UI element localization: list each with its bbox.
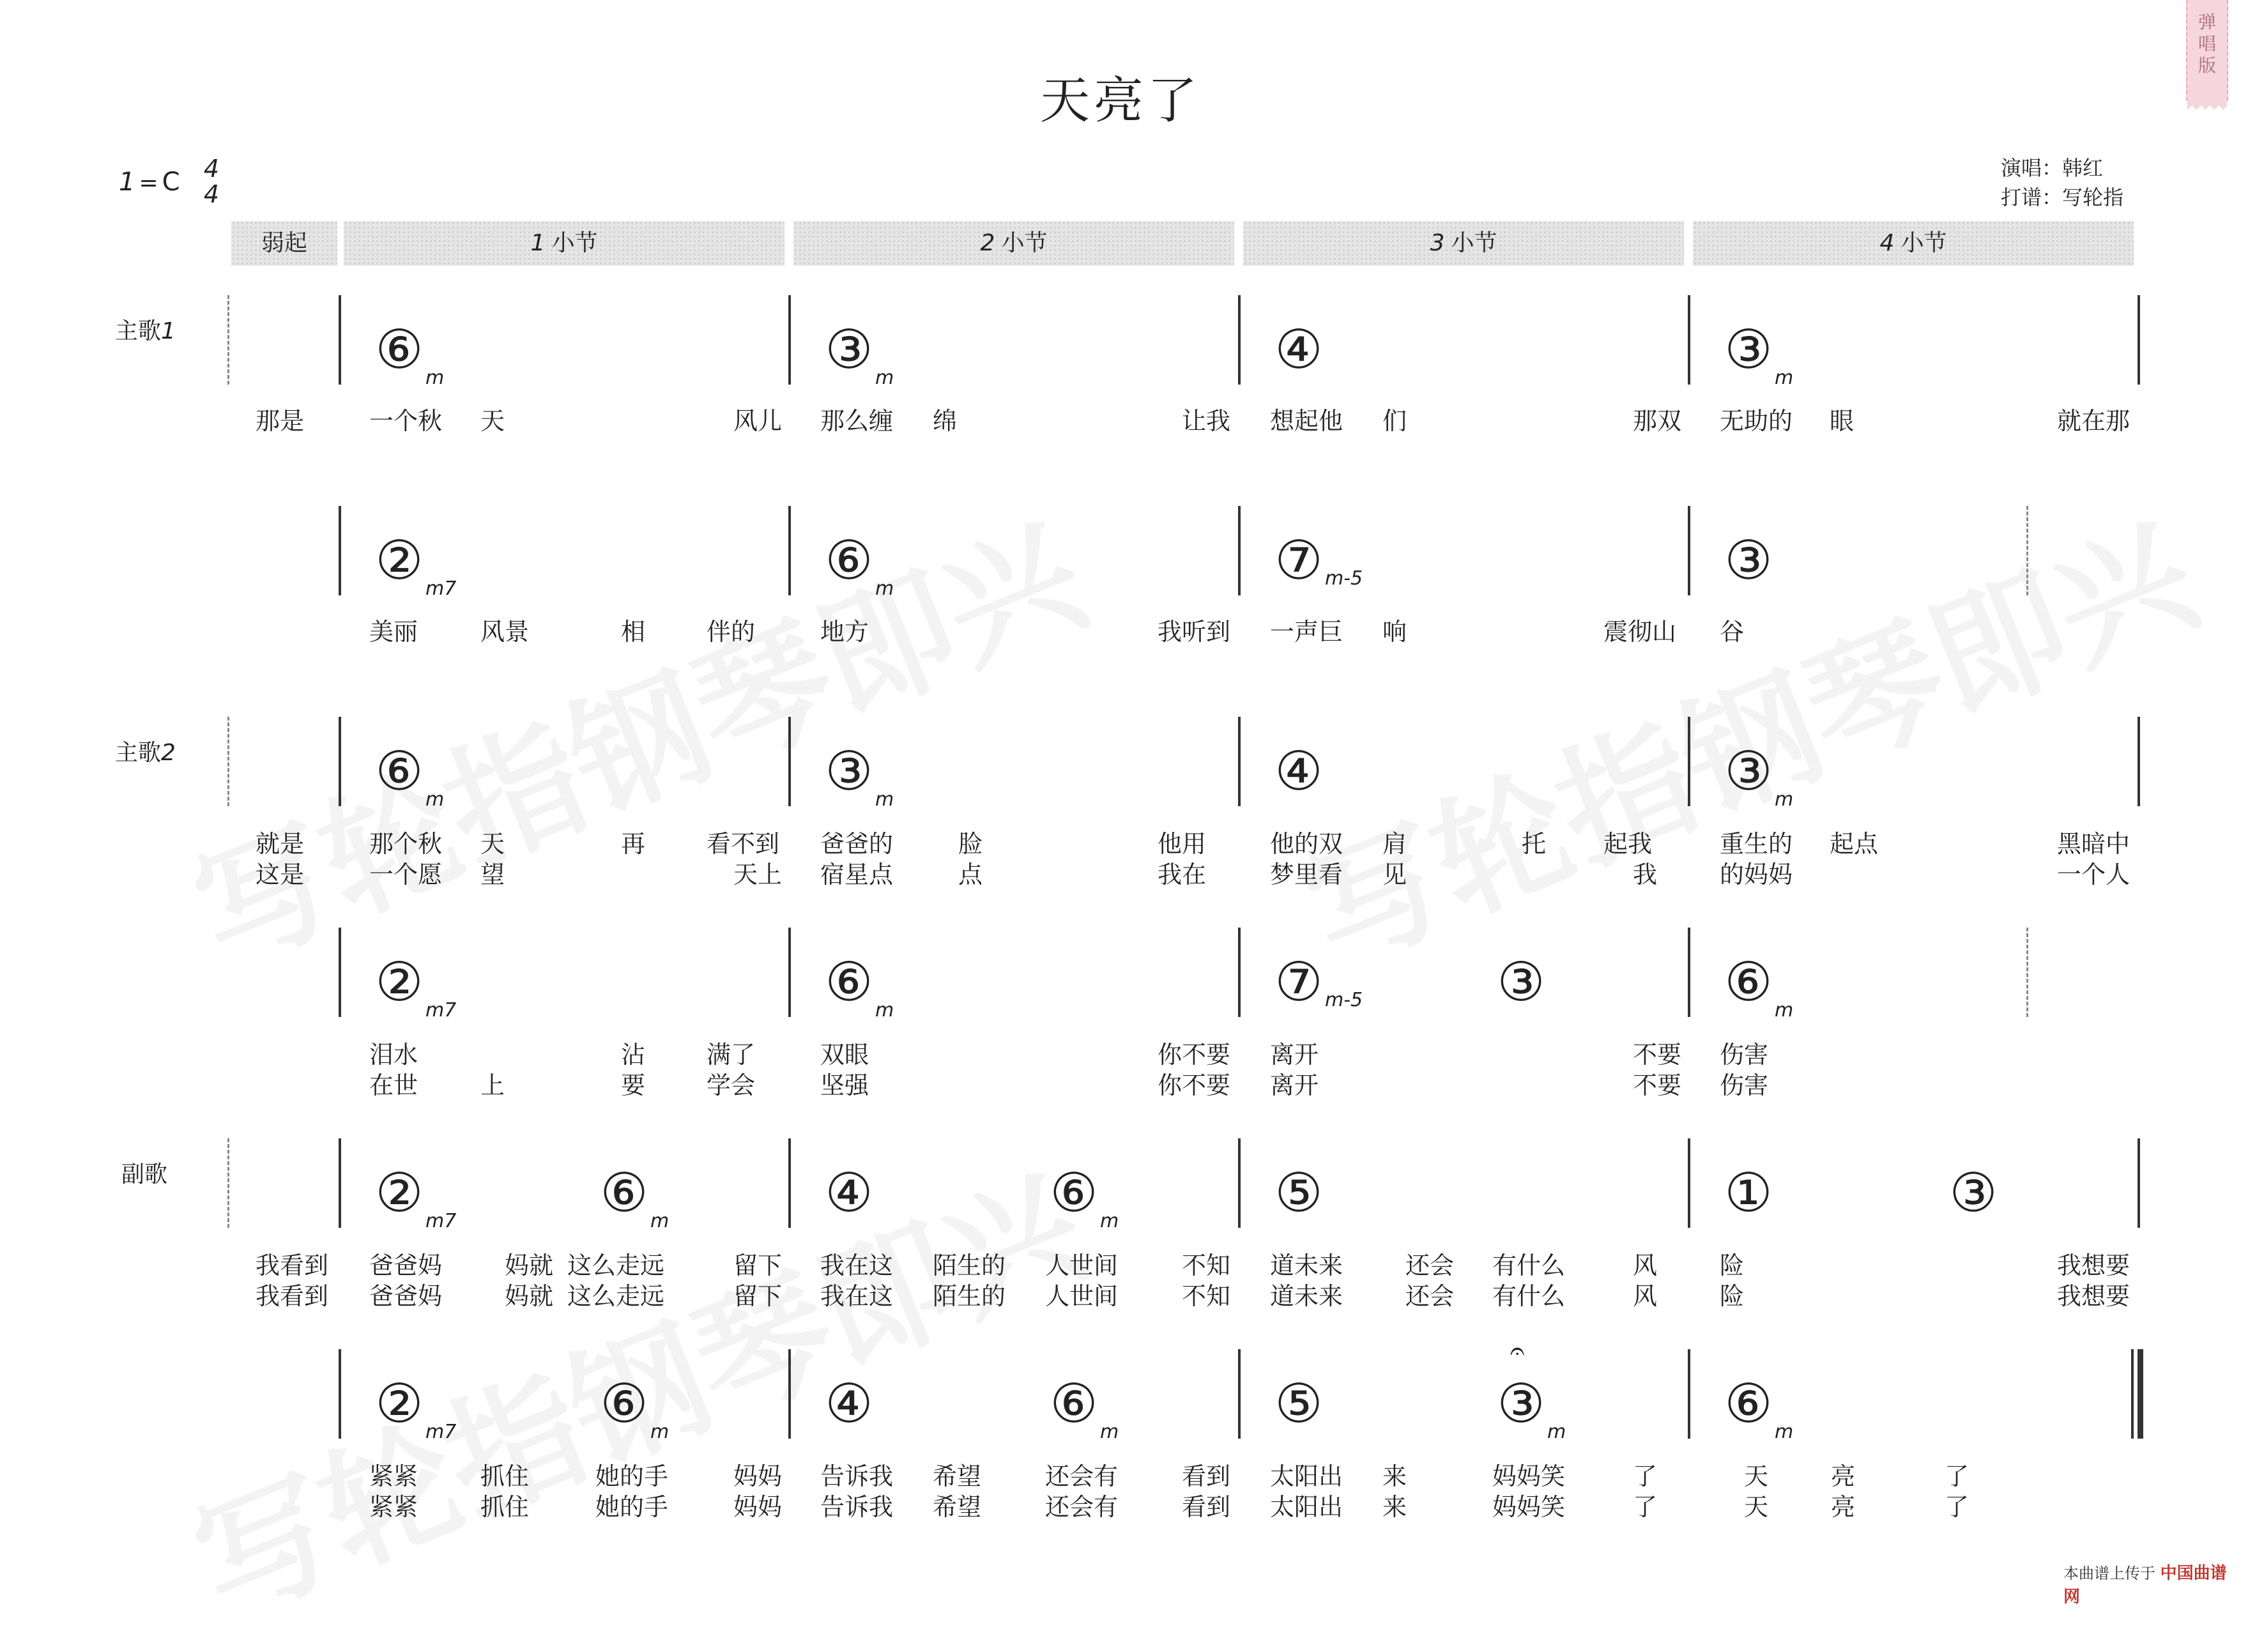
chord-quality: m7: [425, 1210, 457, 1232]
barline: [788, 506, 791, 595]
lyric-text: 起我: [1603, 830, 1653, 858]
chord-quality: m: [1775, 1421, 1794, 1443]
lyric-text: 伴的: [707, 618, 756, 646]
chord-symbol: ⑥: [1050, 1161, 1098, 1224]
pickup-header: 弱起: [231, 221, 337, 266]
lyric-text: 她的手: [595, 1493, 669, 1521]
lyric-text: 留下: [733, 1282, 783, 1310]
measure-number: 1: [530, 230, 546, 256]
lyric-text: 你不要: [1158, 1041, 1231, 1069]
lyric-text: 来: [1382, 1493, 1407, 1521]
pickup-dashed-line: [227, 1138, 229, 1228]
lyric-text: 爸爸的: [820, 830, 894, 858]
chord-quality: m: [1775, 999, 1794, 1021]
chord-symbol: ⑥: [1724, 951, 1773, 1013]
arranger-credit: 打谱：写轮指: [2001, 185, 2124, 210]
lyric-text: 不知: [1182, 1282, 1231, 1310]
lyric-text: 天: [480, 830, 505, 858]
chord-quality: m: [1775, 788, 1794, 811]
badge-char: 版: [2198, 55, 2216, 76]
lyric-text: 那个秋: [369, 830, 443, 858]
barline: [339, 1349, 341, 1439]
chord-quality: m: [875, 788, 894, 811]
chord-symbol: ③: [1497, 951, 1545, 1013]
lyric-text: 不要: [1633, 1041, 1682, 1069]
footer-credit: [2063, 1560, 2241, 1607]
measure-number: 3: [1430, 230, 1445, 256]
lyric-text: 托: [1522, 830, 1547, 858]
lyric-text: 有什么: [1492, 1251, 1566, 1280]
lyric-text: 震彻山: [1603, 618, 1677, 646]
lyric-text: 就在那: [2057, 407, 2130, 435]
lyric-text: 险: [1720, 1251, 1745, 1280]
lyric-text: 看不到: [707, 830, 780, 858]
lyric-text: 人世间: [1045, 1251, 1119, 1280]
lyric-text: 天: [1744, 1462, 1769, 1490]
barline: [339, 717, 341, 806]
chord-quality: m: [1547, 1421, 1566, 1443]
footer-site: 中国曲谱网: [2063, 1564, 2227, 1607]
section-name: 副歌: [121, 1161, 168, 1188]
lyric-text: 肩: [1382, 830, 1407, 858]
lyric-text: 我在这: [820, 1251, 894, 1280]
section-label: [115, 735, 176, 767]
lyric-text: 响: [1382, 618, 1407, 646]
barline: [2138, 1138, 2140, 1228]
lyric-text: 我看到: [256, 1251, 329, 1280]
barline: [788, 928, 791, 1017]
barline: [339, 295, 341, 385]
barline: [339, 928, 341, 1017]
lyric-text: 无助的: [1720, 407, 1793, 435]
lyric-text: 满了: [707, 1041, 756, 1069]
section-label: [121, 1156, 167, 1189]
chord-symbol: ②: [375, 1161, 424, 1224]
lyric-text: 亮: [1831, 1493, 1856, 1521]
chord-symbol: ③: [1949, 1161, 1998, 1224]
lyric-text: 坚强: [820, 1071, 869, 1099]
barline: [1238, 717, 1241, 806]
measure-number: 2: [980, 230, 995, 256]
lyric-text: 还会: [1405, 1282, 1455, 1310]
chord-quality: m: [1100, 1210, 1119, 1232]
credits: [2001, 153, 2123, 212]
lyric-text: 险: [1720, 1282, 1745, 1310]
chord-symbol: ②: [375, 951, 424, 1013]
barline: [339, 1138, 341, 1228]
chord-quality: m: [425, 367, 445, 389]
lyric-text: 看到: [1182, 1493, 1231, 1521]
chord-quality: m-5: [1325, 567, 1363, 590]
final-barline-thin: [2131, 1349, 2134, 1439]
chord-symbol: ④: [1274, 318, 1323, 381]
lyric-text: 要: [621, 1071, 646, 1099]
lyric-text: 妈就: [505, 1282, 554, 1310]
lyric-text: 妈妈: [733, 1462, 783, 1490]
chord-symbol: ⑤: [1274, 1372, 1323, 1435]
barline: [1238, 1138, 1241, 1228]
lyric-text: 不知: [1182, 1251, 1231, 1280]
singer-credit: 演唱：韩红: [2001, 156, 2104, 180]
lyric-text: 沾: [621, 1041, 646, 1069]
pickup-dashed-line: [227, 717, 229, 806]
lyric-text: 太阳出: [1270, 1462, 1343, 1490]
lyric-text: 抓住: [480, 1493, 530, 1521]
measure-header: [793, 221, 1234, 266]
barline: [788, 717, 791, 806]
chord-symbol: ④: [1274, 740, 1323, 802]
lyric-text: 天上: [733, 860, 783, 889]
chord-symbol: ③: [825, 740, 873, 802]
lyric-text: 还会有: [1045, 1462, 1119, 1490]
barline: [2138, 717, 2140, 806]
chord-symbol: ⑦: [1274, 529, 1323, 592]
lyric-text: 这么走远: [567, 1251, 665, 1280]
chord-quality: m: [875, 999, 894, 1021]
lyric-text: 风儿: [733, 407, 783, 435]
lyric-text: 天: [1744, 1493, 1769, 1521]
lyric-text: 学会: [707, 1071, 756, 1099]
key-degree: 1: [119, 167, 135, 197]
lyric-text: 你不要: [1158, 1071, 1231, 1099]
chord-symbol: ⑥: [1050, 1372, 1098, 1435]
lyric-text: 离开: [1270, 1041, 1319, 1069]
lyric-text: 这是: [256, 860, 305, 889]
measure-header: [1243, 221, 1684, 266]
lyric-text: 一个人: [2057, 860, 2130, 889]
lyric-text: 道未来: [1270, 1282, 1343, 1310]
lyric-text: 不要: [1633, 1071, 1682, 1099]
lyric-text: 我: [1633, 860, 1658, 889]
lyric-text: 他的双: [1270, 830, 1343, 858]
chord-symbol: ①: [1724, 1161, 1773, 1224]
measure-header: [1693, 221, 2134, 266]
lyric-text: 妈妈: [733, 1493, 783, 1521]
lyric-text: 点: [958, 860, 983, 889]
lyric-text: 泪水: [369, 1041, 418, 1069]
lyric-text: 了: [1633, 1493, 1658, 1521]
chord-symbol: ⑥: [825, 951, 873, 1013]
lyric-text: 谷: [1720, 618, 1745, 646]
lyric-text: 太阳出: [1270, 1493, 1343, 1521]
lyric-text: 爸爸妈: [369, 1251, 443, 1280]
lyric-text: 我想要: [2057, 1282, 2130, 1310]
barline: [1238, 295, 1241, 385]
lyric-text: 地方: [820, 618, 869, 646]
page-title: 天亮了: [1039, 72, 1201, 130]
lyric-text: 我看到: [256, 1282, 329, 1310]
chord-quality: m7: [425, 577, 457, 600]
lyric-text: 风景: [480, 618, 530, 646]
row-end-dashed-line: [2026, 928, 2028, 1017]
lyric-text: 看到: [1182, 1462, 1231, 1490]
measure-label: 小节: [1001, 230, 1048, 256]
chord-quality: m: [650, 1210, 669, 1232]
lyric-text: 让我: [1182, 407, 1231, 435]
lyric-text: 一个愿: [369, 860, 443, 889]
lyric-text: 双眼: [820, 1041, 869, 1069]
chord-quality: m7: [425, 999, 457, 1021]
lyric-text: 望: [480, 860, 505, 889]
lyric-text: 抓住: [480, 1462, 530, 1490]
badge-char: 唱: [2198, 33, 2216, 54]
lyric-text: 伤害: [1720, 1041, 1769, 1069]
lyric-text: 陌生的: [933, 1282, 1006, 1310]
lyric-text: 我在这: [820, 1282, 894, 1310]
lyric-text: 我听到: [1158, 618, 1231, 646]
final-barline-thick: [2138, 1349, 2143, 1439]
barline: [1238, 506, 1241, 595]
lyric-text: 再: [621, 830, 646, 858]
chord-symbol: ⑥: [600, 1161, 648, 1224]
chord-symbol: ⑤: [1274, 1161, 1323, 1224]
lyric-text: 紧紧: [369, 1493, 418, 1521]
chord-symbol: ⑦: [1274, 951, 1323, 1013]
lyric-text: 她的手: [595, 1462, 669, 1490]
fermata-icon: 𝄐: [1510, 1336, 1525, 1366]
barline: [1688, 506, 1690, 595]
lyric-text: 伤害: [1720, 1071, 1769, 1099]
lyric-text: 天: [480, 407, 505, 435]
lyric-text: 脸: [958, 830, 983, 858]
time-signature: [202, 156, 221, 207]
lyric-text: 梦里看: [1270, 860, 1343, 889]
chord-symbol: ⑥: [1724, 1372, 1773, 1435]
barline: [788, 1349, 791, 1439]
chord-symbol: ③: [1497, 1372, 1545, 1435]
lyric-text: 们: [1382, 407, 1407, 435]
lyric-text: 妈妈笑: [1492, 1462, 1566, 1490]
lyric-text: 我想要: [2057, 1251, 2130, 1280]
key-signature: [119, 167, 180, 197]
lyric-text: 人世间: [1045, 1282, 1119, 1310]
barline: [788, 1138, 791, 1228]
meter-bottom: 4: [203, 180, 220, 208]
lyric-text: 紧紧: [369, 1462, 418, 1490]
chord-quality: m: [425, 788, 445, 811]
row-end-dashed-line: [2026, 506, 2028, 595]
barline: [1688, 928, 1690, 1017]
lyric-text: 那双: [1633, 407, 1682, 435]
lyric-text: 爸爸妈: [369, 1282, 443, 1310]
lyric-text: 那是: [256, 407, 305, 435]
lyric-text: 一声巨: [1270, 618, 1343, 646]
key-eq: =: [139, 170, 158, 196]
lyric-text: 就是: [256, 830, 305, 858]
lyric-text: 见: [1382, 860, 1407, 889]
chord-symbol: ③: [1724, 740, 1773, 802]
chord-quality: m: [875, 577, 894, 600]
measure-number: 4: [1879, 230, 1895, 256]
lyric-text: 留下: [733, 1251, 783, 1280]
chord-quality: m7: [425, 1421, 457, 1443]
lyric-text: 黑暗中: [2057, 830, 2130, 858]
chord-symbol: ⑥: [375, 740, 424, 802]
badge-char: 弹: [2198, 11, 2216, 33]
section-name: 主歌: [115, 318, 162, 344]
section-number: 2: [161, 740, 176, 766]
section-name: 主歌: [115, 740, 162, 766]
chord-symbol: ③: [825, 318, 873, 381]
lyric-text: 在世: [369, 1071, 418, 1099]
chord-symbol: ⑥: [375, 318, 424, 381]
lyric-text: 这么走远: [567, 1282, 665, 1310]
lyric-text: 眼: [1830, 407, 1855, 435]
measure-label: 小节: [1451, 230, 1497, 256]
lyric-text: 上: [480, 1071, 505, 1099]
lyric-text: 告诉我: [820, 1462, 894, 1490]
chord-symbol: ⑥: [600, 1372, 648, 1435]
meter-top: 4: [203, 155, 220, 183]
lyric-text: 了: [1633, 1462, 1658, 1490]
lyric-text: 了: [1945, 1493, 1969, 1521]
barline: [1238, 928, 1241, 1017]
barline: [1688, 1349, 1690, 1439]
lyric-text: 来: [1382, 1462, 1407, 1490]
measure-label: 小节: [1901, 230, 1947, 256]
pickup-dashed-line: [227, 295, 229, 385]
chord-symbol: ③: [1724, 529, 1773, 592]
lyric-text: 还会有: [1045, 1493, 1119, 1521]
version-badge: [2186, 0, 2228, 101]
lyric-text: 绵: [933, 407, 958, 435]
lyric-text: 我在: [1158, 860, 1207, 889]
lyric-text: 希望: [933, 1462, 982, 1490]
lyric-text: 那么缠: [820, 407, 894, 435]
lyric-text: 还会: [1405, 1251, 1455, 1280]
lyric-text: 风: [1633, 1251, 1658, 1280]
lyric-text: 离开: [1270, 1071, 1319, 1099]
measure-header: [344, 221, 784, 266]
lyric-text: 起点: [1830, 830, 1879, 858]
lyric-text: 他用: [1158, 830, 1207, 858]
chord-quality: m: [1100, 1421, 1119, 1443]
section-label: [115, 313, 176, 346]
lyric-text: 希望: [933, 1493, 982, 1521]
barline: [1238, 1349, 1241, 1439]
barline: [339, 506, 341, 595]
chord-symbol: ④: [825, 1372, 873, 1435]
chord-symbol: ③: [1724, 318, 1773, 381]
chord-symbol: ②: [375, 529, 424, 592]
lyric-text: 陌生的: [933, 1251, 1006, 1280]
lyric-text: 相: [621, 618, 646, 646]
measure-label: 小节: [551, 230, 598, 256]
section-number: 1: [161, 318, 176, 344]
watermark: [164, 470, 1107, 1001]
lyric-text: 有什么: [1492, 1282, 1566, 1310]
lyric-text: 美丽: [369, 618, 418, 646]
chord-symbol: ④: [825, 1161, 873, 1224]
barline: [1688, 295, 1690, 385]
barline: [2138, 295, 2140, 385]
barline: [788, 295, 791, 385]
lyric-text: 的妈妈: [1720, 860, 1793, 889]
chord-quality: m: [650, 1421, 669, 1443]
key-note: C: [162, 167, 180, 197]
lyric-text: 重生的: [1720, 830, 1793, 858]
barline: [1688, 1138, 1690, 1228]
chord-quality: m-5: [1325, 989, 1363, 1011]
lyric-text: 一个秋: [369, 407, 443, 435]
lyric-text: 妈妈笑: [1492, 1493, 1566, 1521]
chord-symbol: ⑥: [825, 529, 873, 592]
lyric-text: 想起他: [1270, 407, 1343, 435]
chord-symbol: ②: [375, 1372, 424, 1435]
footer-prefix: 本曲谱上传于: [2063, 1564, 2155, 1582]
lyric-text: 道未来: [1270, 1251, 1343, 1280]
lyric-text: 了: [1945, 1462, 1969, 1490]
lyric-text: 告诉我: [820, 1493, 894, 1521]
lyric-text: 亮: [1831, 1462, 1856, 1490]
lyric-text: 妈就: [505, 1251, 554, 1280]
barline: [1688, 717, 1690, 806]
chord-quality: m: [1775, 367, 1794, 389]
lyric-text: 风: [1633, 1282, 1658, 1310]
chord-quality: m: [875, 367, 894, 389]
lyric-text: 宿星点: [820, 860, 894, 889]
